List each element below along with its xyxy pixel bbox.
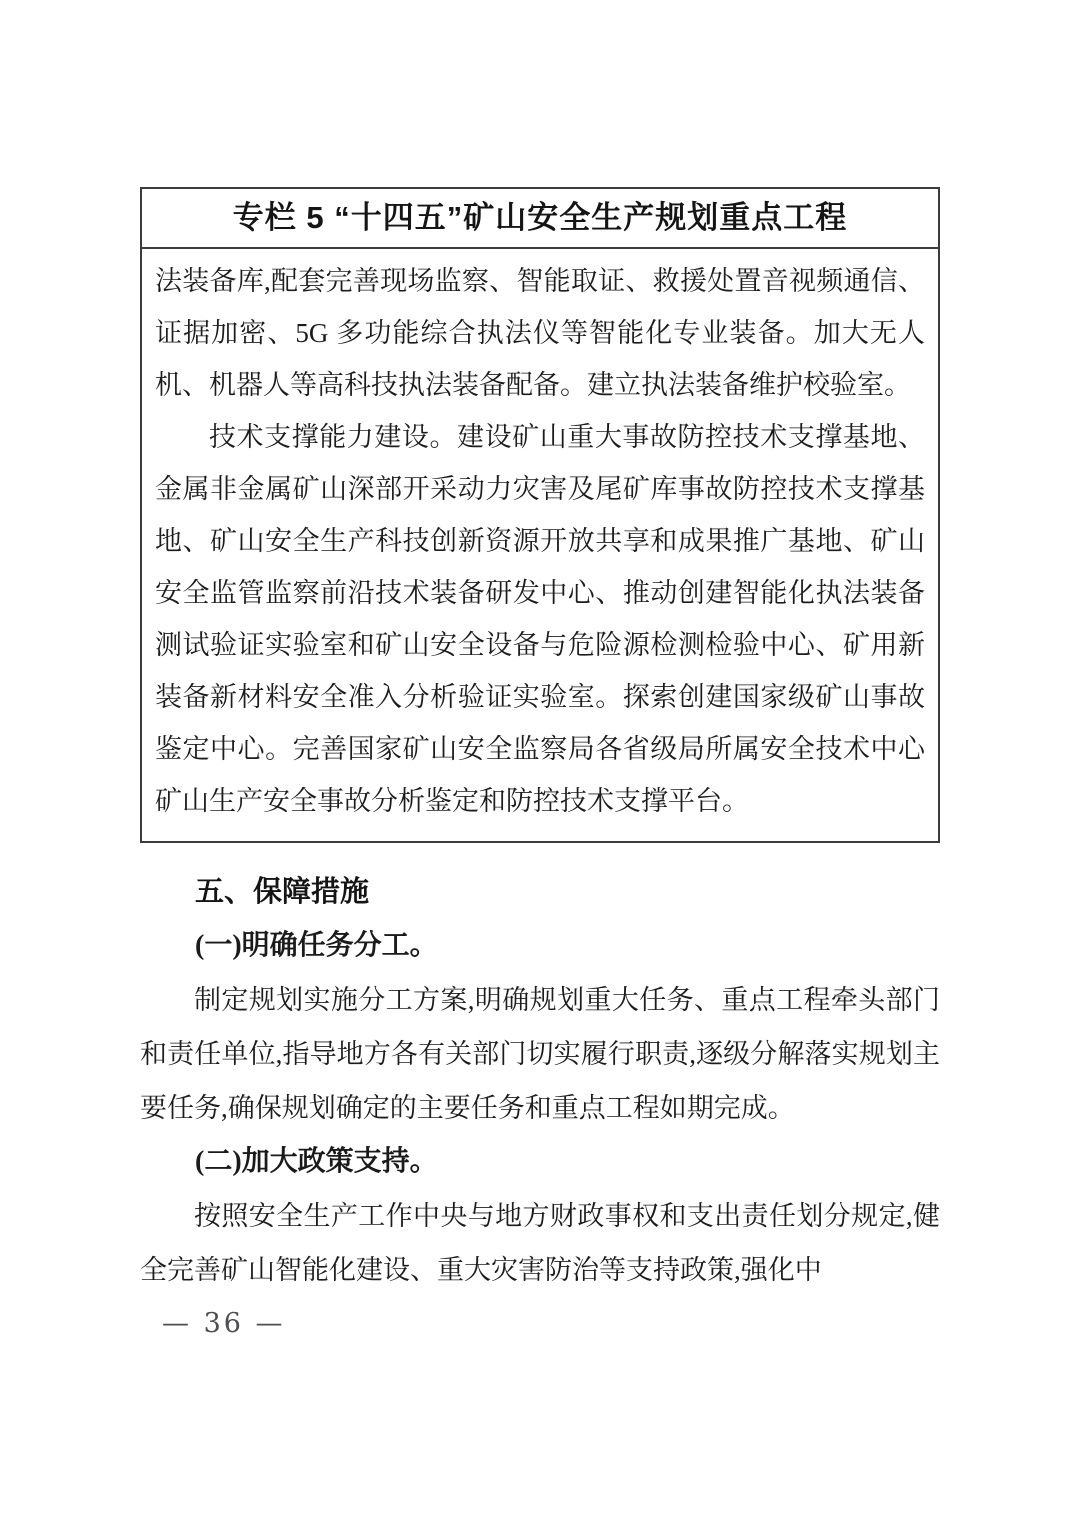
subsection-2-heading: (二)加大政策支持。 xyxy=(195,1146,438,1177)
panel-paragraph-continuation: 法装备库,配套完善现场监察、智能取证、救援处置音视频通信、证据加密、5G 多功能综合执法仪等智能化专业装备。加大无人机、机器人等高科技执法装备配备。建立执法装备维护校验室。 xyxy=(155,266,925,400)
subsection-1-paragraph: 制定规划实施分工方案,明确规划重大任务、重点工程牵头部门和责任单位,指导地方各有关部门切实履行职责,逐级分解落实规划主要任务,确保规划确定的主要任务和重点工程如期完成。 xyxy=(140,985,940,1123)
subsection-2-paragraph: 按照安全生产工作中央与地方财政事权和支出责任划分规定,健全完善矿山智能化建设、重大灾害防治等支持政策,强化中 xyxy=(140,1201,940,1285)
subsection-1-heading: (一)明确任务分工。 xyxy=(195,930,438,961)
panel-paragraph-tech-support: 技术支撑能力建设。建设矿山重大事故防控技术支撑基地、金属非金属矿山深部开采动力灾害及尾矿库事故防控技术支撑基地、矿山安全生产科技创新资源开放共享和成果推广基地、矿山安全监管监察前沿技术装备研发中心、推动创建智能化执法装备测试验证实验室和矿山安全设备与危险源检测检验中心、矿用新装备新材料安全准入分析验证实验室。探索创建国家级矿山事故鉴定中心。完善国家矿山安全监察局各省级局所属安全技术中心矿山生产安全事故分析鉴定和防控技术支撑平台。 xyxy=(155,422,925,816)
panel-title: 专栏 5 “十四五”矿山安全生产规划重点工程 xyxy=(142,189,938,249)
panel-body xyxy=(142,249,938,841)
section-heading: 五、保障措施 xyxy=(195,876,370,908)
highlight-panel xyxy=(140,187,940,843)
page-number: — 36 — xyxy=(162,1308,286,1339)
